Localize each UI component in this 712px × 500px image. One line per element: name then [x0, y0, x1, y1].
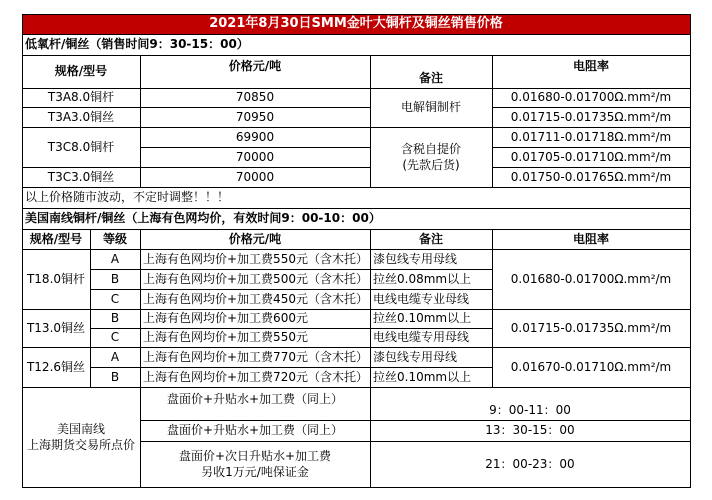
note-cell: 拉丝0.10mm以上: [373, 311, 472, 326]
note-line: 含税自提价: [400, 141, 461, 156]
resistivity-cell: 0.01750-0.01765Ω.mm²/m: [510, 169, 672, 184]
price-cell: 70000: [235, 169, 275, 184]
grade-cell: C: [110, 291, 120, 306]
grid-line: [22, 208, 690, 209]
resistivity-cell: 0.01680-0.01700Ω.mm²/m: [510, 271, 672, 286]
grade-cell: A: [110, 251, 120, 266]
price-cell: [140, 441, 370, 487]
note-cell: 漆包线专用母线: [373, 349, 458, 364]
grid-line: [140, 55, 141, 187]
futures-label-line: 美国南线: [56, 421, 105, 436]
price-line: 另收1万元/吨保证金: [201, 465, 309, 479]
grid-line: [492, 229, 493, 387]
time-cell: 9：00-11：00: [489, 402, 571, 417]
grid-line: [22, 14, 690, 15]
spec-cell: T3C3.0铜丝: [47, 169, 115, 184]
spec-cell: T18.0铜杆: [26, 271, 86, 286]
grid-line: [22, 347, 690, 348]
grid-line: [140, 147, 370, 148]
grid-line: [90, 229, 91, 387]
grid-line: [22, 107, 370, 108]
header-note: 备注: [418, 231, 443, 246]
grade-cell: B: [110, 271, 120, 286]
resistivity-cell: 0.01670-0.01710Ω.mm²/m: [510, 359, 672, 374]
header-spec: 规格/型号: [54, 64, 108, 79]
grid-line: [22, 167, 370, 168]
note-line: (先款后货): [402, 158, 460, 172]
note-cell: [370, 127, 492, 187]
resistivity-cell: 0.01715-0.01735Ω.mm²/m: [510, 109, 672, 124]
price-cell: 盘面价+升贴水+加工费（同上）: [166, 423, 344, 438]
section1-heading: 低氧杆/铜丝（销售时间9：30-15：00）: [25, 37, 249, 52]
grid-line: [22, 387, 690, 388]
section2-heading: 美国南线铜杆/铜丝（上海有色网均价，有效时间9：00-10：00）: [25, 211, 381, 226]
grade-cell: B: [110, 311, 120, 326]
grade-cell: A: [110, 349, 120, 364]
spec-cell: T3C8.0铜杆: [47, 139, 115, 154]
grid-line: [22, 309, 690, 310]
price-cell: 上海有色网均价+加工费500元（含木托）: [143, 271, 368, 286]
header-note: 备注: [418, 70, 443, 85]
grid-line: [90, 328, 492, 329]
resistivity-cell: 0.01711-0.01718Ω.mm²/m: [510, 129, 672, 144]
header-resistivity: 电阻率: [572, 59, 609, 73]
grid-line: [370, 229, 371, 387]
grid-line: [140, 420, 690, 421]
grid-line: [140, 229, 141, 387]
note-cell: 电线电缆专业母线: [373, 291, 470, 306]
resistivity-cell: 0.01715-0.01735Ω.mm²/m: [510, 320, 672, 335]
spec-cell: T3A3.0铜丝: [47, 109, 115, 124]
price-cell: 上海有色网均价+加工费720元（含木托）: [143, 369, 368, 384]
futures-label-line: 上海期货交易所点价: [26, 438, 135, 452]
grid-line: [22, 88, 140, 89]
price-cell: 上海有色网均价+加工费550元（含木托）: [143, 251, 368, 266]
grid-line: [90, 367, 492, 368]
header-price: 价格元/吨: [228, 231, 282, 246]
grid-line: [90, 289, 492, 290]
price-cell: 70950: [235, 109, 275, 124]
price-cell: 上海有色网均价+加工费600元: [143, 311, 308, 326]
spec-cell: T3A8.0铜杆: [47, 90, 115, 105]
grid-line: [690, 14, 691, 488]
grid-line: [22, 55, 690, 56]
grid-line: [22, 127, 690, 128]
grid-line: [22, 229, 690, 230]
price-cell: 上海有色网均价+加工费770元（含木托）: [143, 349, 368, 364]
page-title: 2021年8月30日SMM金叶大铜杆及铜丝销售价格: [22, 14, 690, 34]
header-grade: 等级: [102, 231, 127, 246]
header-price: 价格元/吨: [228, 59, 282, 73]
price-cell: 上海有色网均价+加工费550元: [143, 330, 308, 345]
grid-line: [370, 387, 371, 487]
grid-line: [22, 34, 690, 35]
price-cell: 70850: [235, 90, 275, 105]
note-cell: 拉丝0.10mm以上: [373, 369, 472, 384]
resistivity-cell: 0.01705-0.01710Ω.mm²/m: [510, 149, 672, 164]
grid-line: [140, 387, 141, 487]
price-cell: 69900: [235, 129, 275, 144]
note-cell: 漆包线专用母线: [373, 251, 458, 266]
price-cell: 70000: [235, 149, 275, 164]
footnote: 以上价格随市波动，不定时调整！！！: [25, 190, 230, 205]
note-cell: 电解铜制杆: [400, 100, 461, 115]
futures-label: [22, 387, 140, 487]
grid-line: [22, 249, 690, 250]
grid-line: [492, 167, 690, 168]
time-cell: 13：30-15：00: [485, 423, 575, 438]
note-cell: 拉丝0.08mm以上: [373, 271, 472, 286]
header-resistivity: 电阻率: [572, 231, 609, 246]
grid-line: [22, 187, 690, 188]
grid-line: [140, 441, 690, 442]
grade-cell: B: [110, 369, 120, 384]
time-cell: 21：00-23：00: [485, 456, 575, 471]
price-cell: 盘面价+升贴水+加工费（同上）: [166, 392, 344, 406]
price-cell: 上海有色网均价+加工费450元（含木托）: [143, 291, 368, 306]
grid-line: [370, 55, 371, 187]
note-cell: 电线电缆专用母线: [373, 330, 470, 345]
grid-line: [22, 14, 23, 487]
spec-cell: T12.6铜丝: [26, 359, 86, 374]
price-line: 盘面价+次日升贴水+加工费: [178, 448, 332, 463]
grid-line: [492, 147, 690, 148]
grid-line: [140, 88, 370, 89]
grid-line: [370, 88, 492, 89]
grade-cell: C: [110, 330, 120, 345]
grid-line: [492, 88, 690, 89]
header-spec: 规格/型号: [29, 231, 83, 246]
grid-line: [22, 487, 691, 488]
grid-line: [492, 55, 493, 187]
grid-line: [492, 107, 690, 108]
resistivity-cell: 0.01680-0.01700Ω.mm²/m: [510, 90, 672, 105]
spec-cell: T13.0铜丝: [26, 320, 86, 335]
grid-line: [90, 269, 492, 270]
